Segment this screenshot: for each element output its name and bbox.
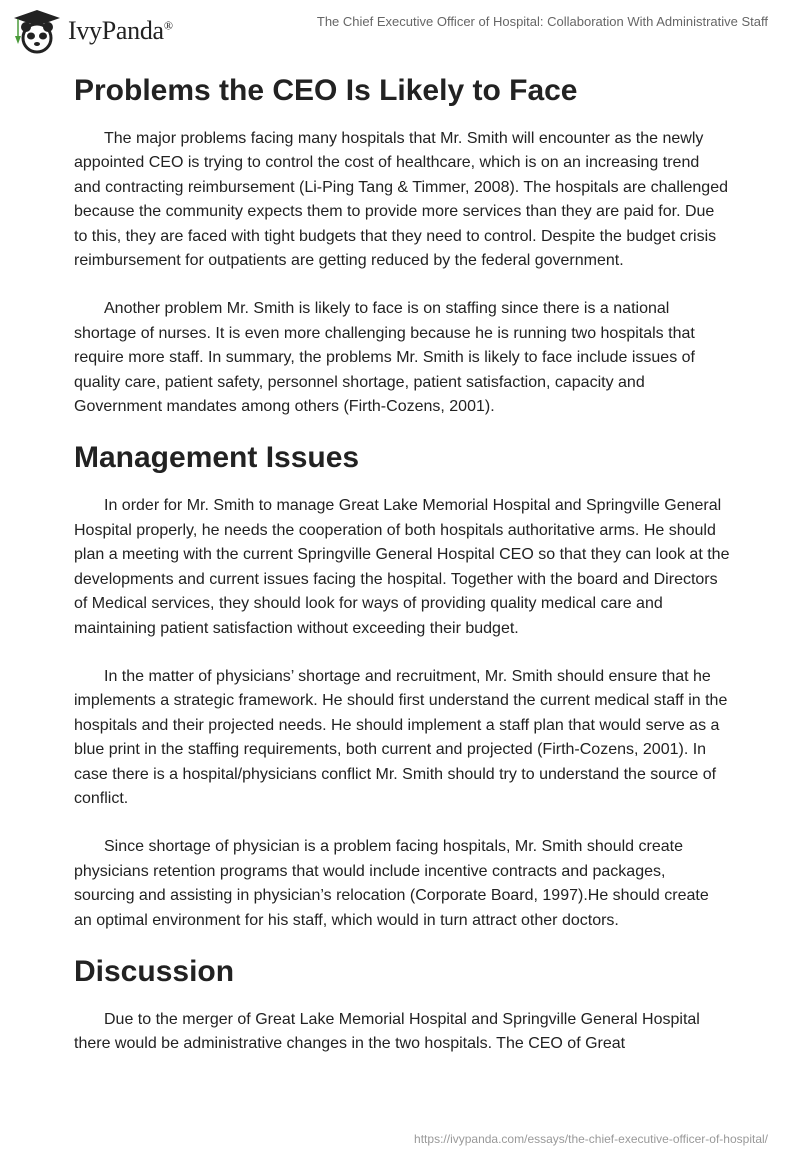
section-heading-management: Management Issues [74,441,360,475]
page-url[interactable]: https://ivypanda.com/essays/the-chief-executive-officer-of-hospital/ [414,1132,768,1146]
ivypanda-logo[interactable] [12,8,173,54]
registered-mark: ® [163,18,173,33]
paragraph: The major problems facing many hospitals that Mr. Smith will encounter as the newly appointed CEO is trying to control the cost of healthcare, which is on an increasing trend and contracting reimbursement (Li-Ping Tang & Timmer, 2008). The hospitals are challenged because the community expects them to provide more services than they are paid for. Due to this, they are faced with tight budgets that they need to control. Despite the budget crisis reimbursement for outpatients are getting reduced by the federal government. [74,130,728,270]
paragraph: In the matter of physicians’ shortage and recruitment, Mr. Smith should ensure that he implements a strategic framework. He should first understand the current medical staff in the hospitals and their projected needs. He should implement a staff plan that would serve as a blue print in the staffing requirements, both current and projected (Firth-Cozens, 2001). In case there is a hospital/physicians conflict Mr. Smith should try to understand the source of conflict. [74,667,728,807]
paragraph: Since shortage of physician is a problem facing hospitals, Mr. Smith should create physicians retention programs that would include incentive contracts and packages, sourcing and assisting in physician’s relocation (Corporate Board, 1997).He should create an optimal environment for his staff, which would in turn attract other doctors. [74,838,709,929]
panda-graduate-icon [12,8,62,54]
page-header [0,0,800,60]
paragraph: Due to the merger of Great Lake Memorial Hospital and Springville General Hospital there would be administrative changes in the two hospitals. The CEO of Great [74,1010,700,1053]
document-title: The Chief Executive Officer of Hospital: Collaboration With Administrative Staff [316,14,768,29]
logo-text: IvyPanda [68,16,164,45]
paragraph: Another problem Mr. Smith is likely to face is on staffing since there is a national shortage of nurses. It is even more challenging because he is running two hospitals that require more staff. In summary, the problems Mr. Smith is likely to face include issues of quality care, patient safety, personnel shortage, patient satisfaction, capacity and Government mandates among others (Firth-Cozens, 2001). [74,300,695,416]
section-heading-problems: Problems the CEO Is Likely to Face [74,74,578,107]
section-heading-discussion: Discussion [74,954,235,988]
essay-body [74,72,730,1081]
paragraph: In order for Mr. Smith to manage Great Lake Memorial Hospital and Springville General Hospital properly, he needs the cooperation of both hospitals authoritative arms. He should plan a meeting with the current Springville General Hospital CEO so that they can look at the developments and current issues facing the hospital. Together with the board and Directors of Medical services, they should look for ways of providing quality medical care and maintaining patient satisfaction without exceeding their budget. [74,497,730,637]
